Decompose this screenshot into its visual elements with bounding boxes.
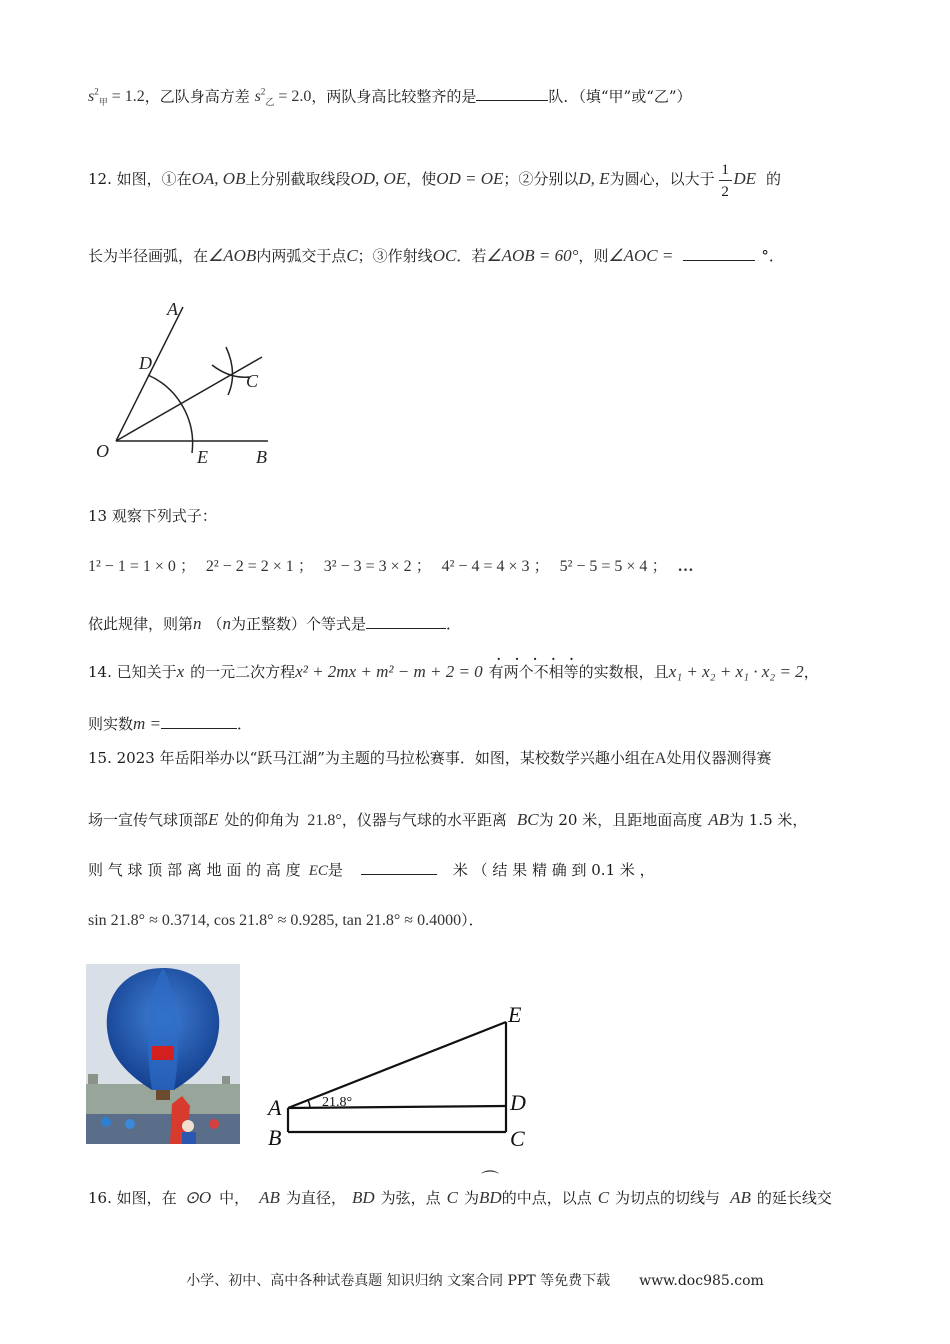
q15-line1 bbox=[88, 748, 771, 769]
q12-text: 内两弧交于点 bbox=[256, 247, 347, 265]
q14-line2 bbox=[88, 714, 252, 734]
q14-line1 bbox=[88, 652, 819, 682]
q12-text: 为圆心，以大于 bbox=[609, 170, 715, 188]
math-oa-ob: OA, OB bbox=[191, 169, 246, 188]
equation-ellipsis: … bbox=[677, 558, 694, 575]
math-x: x bbox=[176, 662, 185, 681]
arc-mark: ⌒ bbox=[481, 1170, 500, 1191]
answer-blank bbox=[161, 714, 237, 729]
q13-title: 13 观察下列式子： bbox=[88, 507, 217, 525]
label-o: O bbox=[96, 441, 109, 461]
math-trig-values: sin 21.8° ≈ 0.3714, cos 21.8° ≈ 0.9285, tan 21.8° ≈ 0.4000 bbox=[88, 912, 462, 929]
math-n: n bbox=[193, 614, 202, 633]
footer-text: 小学、初中、高中各种试卷真题 知识归纳 文案合同 PPT 等免费下载 bbox=[186, 1273, 611, 1289]
q15-text: 15. 2023 年岳阳举办以“跃马江湖”为主题的马拉松赛事．如图，某校数学兴趣小组在 bbox=[88, 749, 655, 767]
q11-text1: ，乙队身高方差 bbox=[144, 87, 250, 106]
math-c: C bbox=[597, 1188, 610, 1207]
label-e: E bbox=[197, 447, 208, 467]
math-s-jia: $s^2_甲 = 1.2$ bbox=[88, 87, 145, 108]
q15-text: 处用仪器测得赛 bbox=[666, 749, 772, 767]
q16-text: 16. 如图，在 bbox=[88, 1189, 177, 1207]
q12-text: 上分别截取线段 bbox=[245, 170, 351, 188]
q16-text: 的中点，以点 bbox=[501, 1189, 592, 1207]
equation-separator: ； bbox=[651, 556, 668, 575]
math-c: C bbox=[446, 1188, 458, 1207]
q12-text: ．若 bbox=[456, 247, 487, 265]
q16-text: 为 bbox=[464, 1189, 480, 1207]
equation-item: 4² − 4 = 4 × 3 bbox=[441, 558, 530, 575]
q12-text: °． bbox=[761, 247, 784, 265]
math-c: C bbox=[346, 246, 358, 265]
elevation-figure bbox=[262, 1000, 542, 1155]
math-s-yi: $s^2_乙 = 2.0$ bbox=[254, 87, 312, 108]
math-arc-bd-wrap bbox=[479, 1170, 502, 1207]
q14-text: ， bbox=[803, 663, 819, 681]
q16-text: 中， bbox=[219, 1189, 250, 1207]
q12-text: ，使 bbox=[406, 170, 437, 188]
math-de: DE bbox=[733, 169, 757, 188]
equation-item: 2² − 2 = 2 × 1 bbox=[205, 558, 294, 575]
q13-text: ． bbox=[446, 615, 462, 633]
q14-text: 的一元二次方程 bbox=[190, 663, 296, 681]
q16-text: 的延长线交 bbox=[756, 1189, 832, 1207]
q14-text: ． bbox=[237, 715, 253, 733]
label-c: C bbox=[510, 1126, 525, 1151]
math-d-e: D, E bbox=[578, 169, 610, 188]
fraction-half: $\frac{1}{2}$ bbox=[719, 160, 733, 200]
math-bd: BD bbox=[351, 1188, 375, 1207]
label-a: A bbox=[268, 1095, 282, 1120]
equation-separator: ； bbox=[297, 556, 314, 575]
answer-blank bbox=[361, 860, 437, 875]
q13-line3 bbox=[88, 614, 461, 634]
q15-line4 bbox=[88, 910, 484, 931]
math-angle-aoc: ∠AOC = bbox=[608, 246, 674, 265]
math-e: E bbox=[208, 810, 219, 829]
page-footer bbox=[0, 1270, 950, 1290]
footer-url[interactable]: www.doc985.com bbox=[639, 1273, 764, 1289]
q15-line2 bbox=[88, 810, 807, 831]
math-angle-60: ∠AOB = 60° bbox=[486, 246, 579, 265]
line-ad bbox=[288, 1106, 506, 1108]
ray-oc bbox=[116, 357, 262, 441]
math-ab: AB bbox=[730, 1188, 751, 1207]
q12-text: 的 bbox=[766, 170, 782, 188]
label-a: A bbox=[167, 299, 178, 319]
math-od-oe: OD, OE bbox=[350, 169, 407, 188]
math-ab: AB bbox=[708, 810, 729, 829]
label-e: E bbox=[508, 1002, 522, 1027]
q13-equations bbox=[88, 556, 693, 577]
q15-text: 场一宣传气球顶部 bbox=[88, 811, 209, 829]
equation-list bbox=[88, 558, 693, 575]
math-ab: AB bbox=[259, 1188, 280, 1207]
arc-from-d bbox=[226, 347, 233, 395]
q12-text: 长为半径画弧，在 bbox=[88, 247, 209, 265]
q11-text3: 队．（填“甲”或“乙”） bbox=[548, 87, 692, 106]
answer-blank bbox=[683, 246, 755, 261]
q15-text: ）． bbox=[461, 911, 484, 929]
q15-text: 为 20 米，且距地面高度 bbox=[538, 811, 703, 829]
equation-item: 5² − 5 = 5 × 4 bbox=[559, 558, 648, 575]
q15-text: 为 1.5 米， bbox=[728, 811, 808, 829]
equation-separator: ； bbox=[415, 556, 432, 575]
q16-text: 为直径， bbox=[285, 1189, 346, 1207]
q14-text: 14. 已知关于 bbox=[88, 663, 177, 681]
angle-label: 21.8° bbox=[322, 1095, 353, 1110]
q12-text: 12. 如图，①在 bbox=[88, 170, 192, 188]
q16-line1 bbox=[88, 1170, 832, 1208]
q13-text: （ bbox=[207, 615, 223, 633]
angle-arc bbox=[308, 1100, 310, 1107]
q12-line2 bbox=[88, 246, 784, 266]
math-arc-bd: BD bbox=[479, 1188, 502, 1207]
math-angle-aob: ∠AOB bbox=[208, 246, 257, 265]
equation-item: 3² − 3 = 3 × 2 bbox=[323, 558, 412, 575]
emphasis-dots-wrap bbox=[488, 652, 669, 681]
q15-line3 bbox=[88, 860, 655, 881]
q13-text: 为正整数）个等式是 bbox=[231, 615, 367, 633]
math-angle: 21.8° bbox=[307, 812, 342, 829]
math-bc: BC bbox=[516, 810, 539, 829]
q14-text: 有两个不相等的实数根，且 bbox=[488, 663, 669, 681]
math-n: n bbox=[222, 614, 232, 633]
math-quadratic: x² + 2mx + m² − m + 2 = 0 bbox=[295, 662, 483, 681]
math-condition: x₁ + x₂ + x₁ · x₂ = 2 bbox=[668, 662, 804, 681]
label-d: D bbox=[510, 1090, 526, 1115]
q16-text: 为切点的切线与 bbox=[615, 1189, 721, 1207]
label-b: B bbox=[256, 447, 267, 467]
label-d: D bbox=[139, 353, 152, 373]
angle-bisector-figure bbox=[90, 295, 290, 475]
math-circle-o: ⊙O bbox=[184, 1188, 212, 1207]
math-oc: OC bbox=[432, 246, 457, 265]
label-c: C bbox=[246, 371, 259, 391]
q15-text: 处的仰角为 bbox=[224, 811, 300, 829]
q11-text2: ，两队身高比较整齐的是 bbox=[311, 87, 477, 106]
equation-separator: ； bbox=[179, 556, 196, 575]
q16-text: 为弦，点 bbox=[380, 1189, 441, 1207]
emphasis-dots: ····· bbox=[496, 652, 588, 666]
label-b: B bbox=[268, 1125, 282, 1150]
answer-blank bbox=[366, 614, 446, 629]
math-od-eq-oe: OD = OE bbox=[436, 169, 504, 188]
q15-text: 则 气 球 顶 部 离 地 面 的 高 度 bbox=[88, 861, 301, 879]
q12-text: ，则 bbox=[578, 247, 609, 265]
balloon-photo bbox=[86, 964, 240, 1144]
q12-line1 bbox=[88, 160, 781, 200]
math-a: A bbox=[654, 750, 667, 767]
q12-text: ；③作射线 bbox=[357, 247, 433, 265]
line-ae bbox=[288, 1022, 506, 1108]
math-ec: EC bbox=[308, 863, 328, 879]
q11-line bbox=[88, 82, 692, 113]
equation-item: 1² − 1 = 1 × 0 bbox=[88, 558, 176, 575]
math-m: m = bbox=[133, 714, 162, 733]
q13-text: 依此规律，则第 bbox=[88, 615, 194, 633]
answer-blank bbox=[476, 86, 548, 101]
q15-text: ，仪器与气球的水平距离 bbox=[341, 811, 507, 829]
q15-text: 是 bbox=[327, 861, 343, 879]
q14-text: 则实数 bbox=[88, 715, 134, 733]
q15-text: 米 （ 结 果 精 确 到 0.1 米 ， bbox=[452, 861, 655, 879]
equation-separator: ； bbox=[533, 556, 550, 575]
q12-text: ；②分别以 bbox=[503, 170, 579, 188]
